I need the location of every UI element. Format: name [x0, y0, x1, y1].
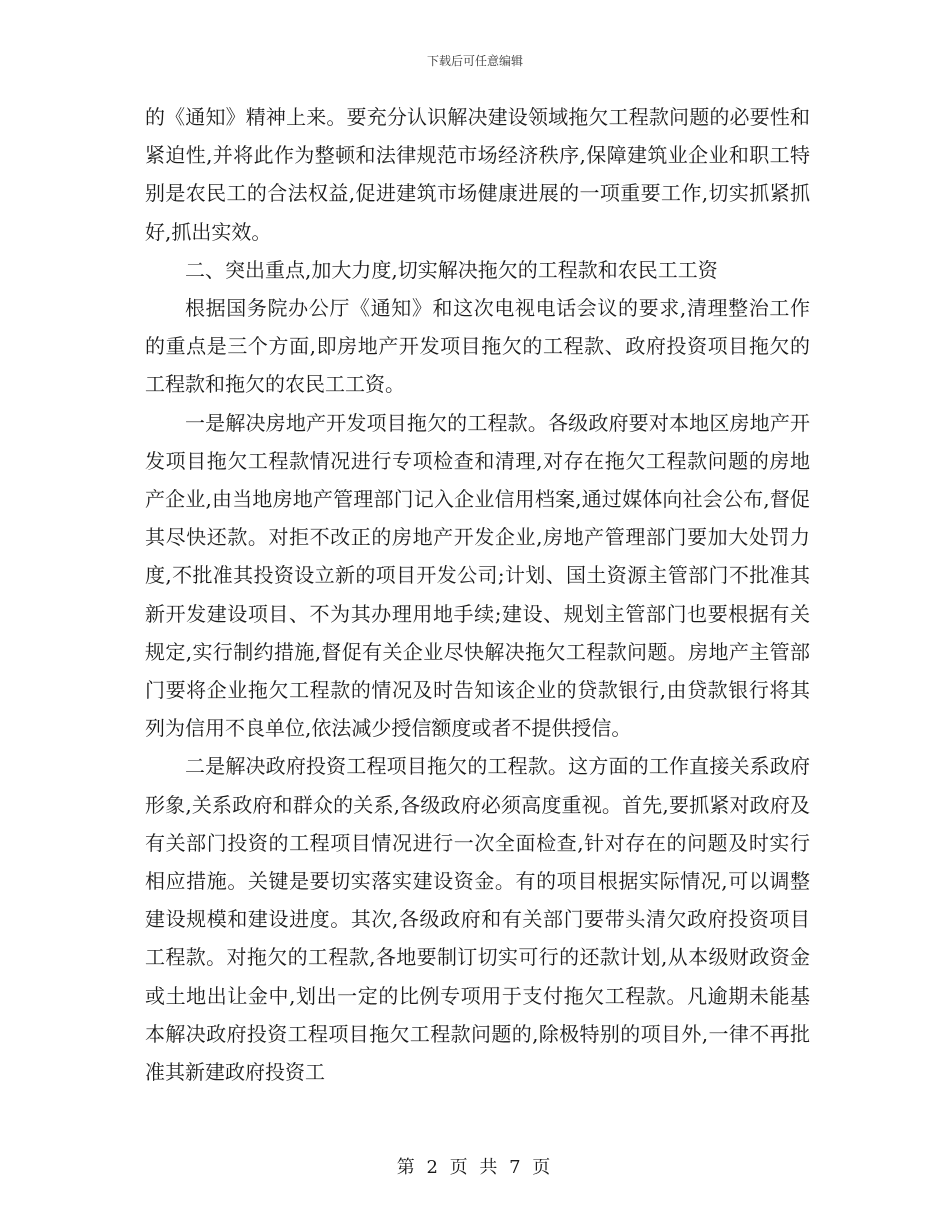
section-heading: 二、突出重点,加大力度,切实解决拖欠的工程款和农民工工资 [185, 257, 718, 282]
paragraph: 根据国务院办公厅《通知》和这次电视电话会议的要求,清理整治工作的重点是三个方面,即房地产开发项目拖欠的工程款、政府投资项目拖欠的工程款和拖欠的农民工工资。 [145, 296, 810, 397]
document-body [145, 98, 810, 1091]
paragraph: 一是解决房地产开发项目拖欠的工程款。各级政府要对本地区房地产开发项目拖欠工程款情况进行专项检查和清理,对存在拖欠工程款问题的房地产企业,由当地房地产管理部门记入企业信用档案,通过媒体向社会公布,督促其尽快还款。对拒不改正的房地产开发企业,房地产管理部门要加大处罚力度,不批准其投资设立新的项目开发公司;计划、国土资源主管部门不批准其新开发建设项目、不为其办理用地手续;建设、规划主管部门也要根据有关规定,实行制约措施,督促有关企业尽快解决拖欠工程款问题。房地产主管部门要将企业拖欠工程款的情况及时告知该企业的贷款银行,由贷款银行将其列为信用不良单位,依法减少授信额度或者不提供授信。 [145, 410, 810, 741]
paragraph-continuation: 的《通知》精神上来。要充分认识解决建设领域拖欠工程款问题的必要性和紧迫性,并将此作为整顿和法律规范市场经济秩序,保障建筑业企业和职工特别是农民工的合法权益,促进建筑市场健康进展的一项重要工作,切实抓紧抓好,抓出实效。 [145, 105, 810, 244]
page-number: 第 2 页 共 7 页 [396, 1157, 554, 1178]
paragraph: 二是解决政府投资工程项目拖欠的工程款。这方面的工作直接关系政府形象,关系政府和群众的关系,各级政府必须高度重视。首先,要抓紧对政府及有关部门投资的工程项目情况进行一次全面检查,针对存在的问题及时实行相应措施。关键是要切实落实建设资金。有的项目根据实际情况,可以调整建设规模和建设进度。其次,各级政府和有关部门要带头清欠政府投资项目工程款。对拖欠的工程款,各地要制订切实可行的还款计划,从本级财政资金或土地出让金中,划出一定的比例专项用于支付拖欠工程款。凡逾期未能基本解决政府投资工程项目拖欠工程款问题的,除极特别的项目外,一律不再批准其新建政府投资工 [145, 754, 810, 1085]
header-note: 下载后可任意编辑 [426, 54, 523, 68]
